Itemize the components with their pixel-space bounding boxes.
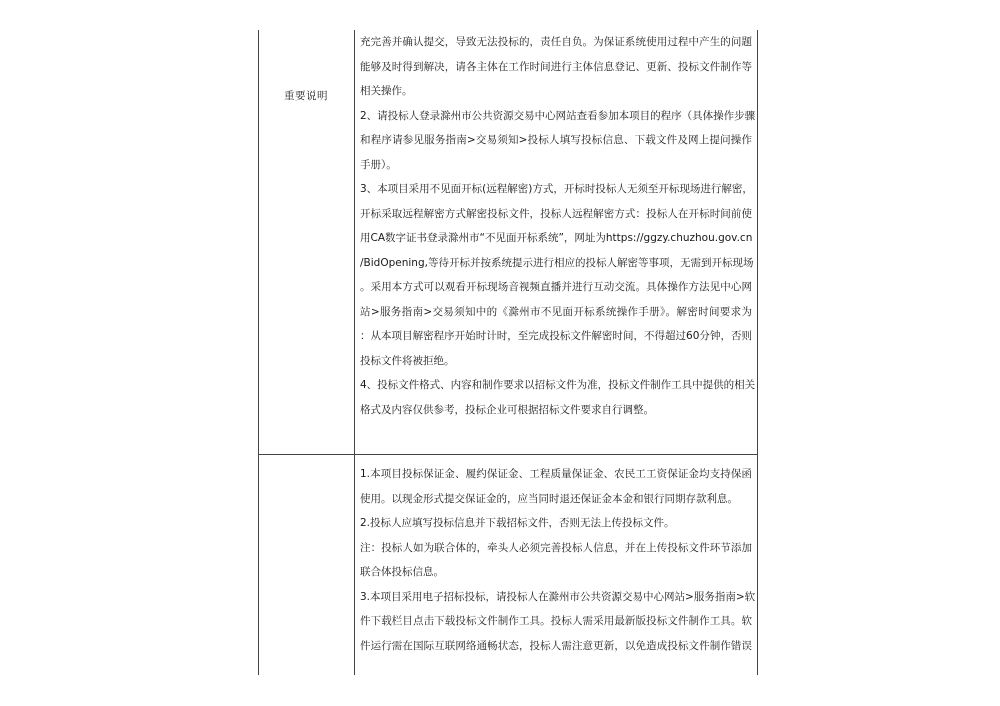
text-line: 使用。以现金形式提交保证金的，应当同时退还保证金本金和银行同期存款利息。 [360, 492, 738, 505]
text-line: 和程序请参见服务指南>交易须知>投标人填写投标信息、下载文件及网上提问操作 [360, 134, 752, 146]
text-line: 格式及内容仅供参考，投标企业可根据招标文件要求自行调整。 [360, 403, 654, 416]
text-line: 用CA数字证书登录滁州市“不见面开标系统”，网址为https://ggzy.chuzhou.gov.cn [360, 232, 753, 244]
text-line: 2.投标人应填写投标信息并下载招标文件，否则无法上传投标文件。 [360, 517, 675, 529]
text-line: 充完善并确认提交，导致无法投标的，责任自负。为保证系统使用过程中产生的问题 [360, 36, 752, 48]
text-line: 2、请投标人登录滁州市公共资源交易中心网站查看参加本项目的程序（具体操作步骤 [360, 109, 756, 122]
deposit-notes-text [360, 462, 756, 658]
text-line: 手册）。 [360, 158, 397, 171]
table-border-right [757, 30, 758, 675]
text-line: 开标采取远程解密方式解密投标文件，投标人远程解密方式：投标人在开标时间前使 [360, 207, 752, 220]
text-line: 联合体投标信息。 [360, 566, 444, 578]
text-line: 件下载栏目点击下载投标文件制作工具。投标人需采用最新版投标文件制作工具。软 [360, 615, 752, 627]
text-line: 站>服务指南>交易须知中的《滁州市不见面开标系统操作手册》。解密时间要求为 [360, 305, 752, 318]
table-border-left [258, 30, 259, 675]
table-row-divider [258, 454, 758, 455]
text-line: 投标文件将被拒绝。 [360, 354, 455, 367]
text-line: 1.本项目投标保证金、履约保证金、工程质量保证金、农民工工资保证金均支持保函 [360, 468, 752, 480]
text-line: 4、投标文件格式、内容和制作要求以招标文件为准，投标文件制作工具中提供的相关 [360, 379, 756, 391]
text-line: /BidOpening,等待开标并按系统提示进行相应的投标人解密等事项，无需到开标现场 [360, 256, 754, 269]
important-notes-text [360, 30, 756, 422]
text-line: 。采用本方式可以观看开标现场音视频直播并进行互动交流。具体操作方法见中心网 [360, 281, 752, 293]
row-label-important-notes: 重要说明 [284, 90, 328, 102]
text-line: ：从本项目解密程序开始时计时，至完成投标文件解密时间，不得超过60分钟，否则 [360, 330, 752, 342]
text-line: 相关操作。 [360, 85, 413, 97]
text-line: 3.本项目采用电子招标投标，请投标人在滁州市公共资源交易中心网站>服务指南>软 [360, 590, 756, 603]
table-column-divider [354, 30, 355, 675]
text-line: 能够及时得到解决，请各主体在工作时间进行主体信息登记、更新、投标文件制作等 [360, 60, 752, 73]
text-line: 3、本项目采用不见面开标(远程解密)方式，开标时投标人无须至开标现场进行解密， [360, 183, 753, 195]
text-line: 件运行需在国际互联网络通畅状态，投标人需注意更新，以免造成投标文件制作错误 [360, 639, 752, 652]
text-line: 注：投标人如为联合体的，牵头人必须完善投标人信息，并在上传投标文件环节添加 [360, 541, 752, 554]
